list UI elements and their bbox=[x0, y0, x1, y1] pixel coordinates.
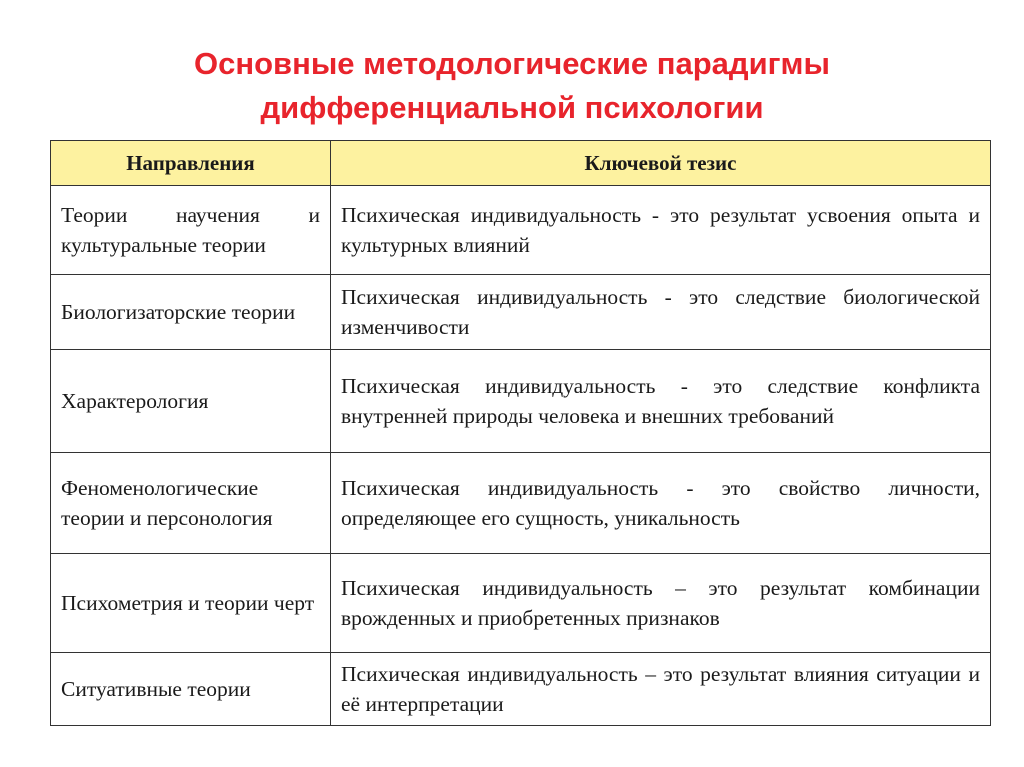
paradigms-table bbox=[50, 140, 991, 726]
title-line-2: дифференциальной психологии bbox=[260, 90, 764, 125]
thesis-cell: Психическая индивидуальность - это результат усвоения опыта и культурных влияний bbox=[331, 186, 991, 275]
title-line-1: Основные методологические парадигмы bbox=[194, 46, 830, 81]
thesis-cell: Психическая индивидуальность - это следствие биологической изменчивости bbox=[331, 275, 991, 350]
table-row bbox=[51, 453, 991, 554]
thesis-cell: Психическая индивидуальность – это результат влияния ситуации и её интерпретации bbox=[331, 653, 991, 726]
table-header-row bbox=[51, 141, 991, 186]
direction-cell: Характерология bbox=[51, 350, 331, 453]
thesis-cell: Психическая индивидуальность - это следствие конфликта внутренней природы человека и внешних требований bbox=[331, 350, 991, 453]
thesis-cell: Психическая индивидуальность - это свойство личности, определяющее его сущность, уникальность bbox=[331, 453, 991, 554]
table-row bbox=[51, 554, 991, 653]
thesis-cell: Психическая индивидуальность – это результат комбинации врожденных и приобретенных признаков bbox=[331, 554, 991, 653]
page-title bbox=[0, 42, 1024, 130]
direction-cell: Психометрия и теории черт bbox=[51, 554, 331, 653]
table-row bbox=[51, 653, 991, 726]
direction-cell: Ситуативные теории bbox=[51, 653, 331, 726]
direction-cell: Теории научения и культуральные теории bbox=[51, 186, 331, 275]
table-row bbox=[51, 186, 991, 275]
direction-cell: Биологизаторские теории bbox=[51, 275, 331, 350]
header-directions: Направления bbox=[51, 141, 331, 186]
table-row bbox=[51, 350, 991, 453]
header-key-thesis: Ключевой тезис bbox=[331, 141, 991, 186]
direction-cell: Феноменологические теории и персонология bbox=[51, 453, 331, 554]
table-row bbox=[51, 275, 991, 350]
